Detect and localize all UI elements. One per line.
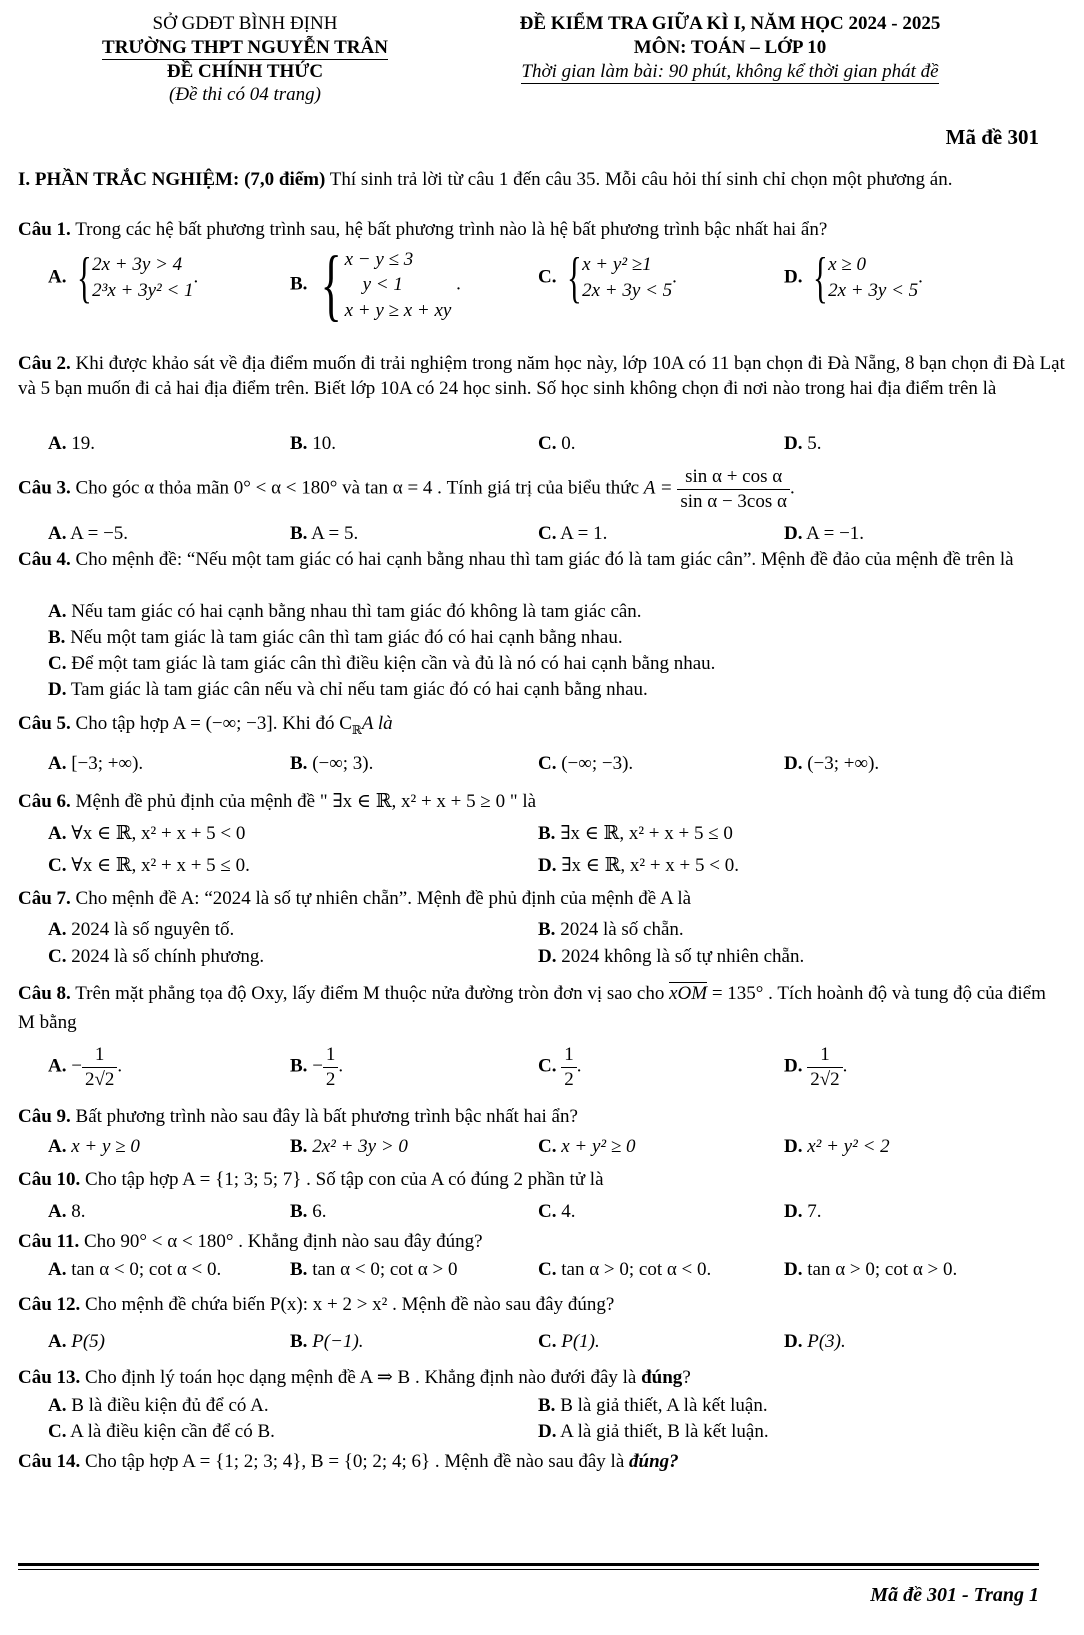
question-7: Câu 7. Cho mệnh đề A: “2024 là số tự nhiên chẵn”. Mệnh đề phủ định của mệnh đề A là — [18, 888, 692, 909]
q4-option-c: C. Để một tam giác là tam giác cân thì điều kiện cần và đủ là nó có hai cạnh bằng nhau. — [48, 653, 716, 674]
q1-option-c: C. { x + y² ≥1 2x + 3y < 5 . — [538, 247, 677, 309]
q7-option-a: A. 2024 là số nguyên tố. — [48, 919, 235, 940]
question-10: Câu 10. Cho tập hợp A = {1; 3; 5; 7} . Số tập con của A có đúng 2 phần tử là — [18, 1169, 604, 1190]
question-3: Câu 3. Cho góc α thỏa mãn 0° < α < 180° và tan α = 4 . Tính giá trị của biểu thức A = $\frac{\text{sin α + cos α}}{\text{sin α − 3cos α}}$ . — [18, 466, 795, 512]
question-12: Câu 12. Cho mệnh đề chứa biến P(x): x + 2 > x² . Mệnh đề nào sau đây đúng? — [18, 1294, 615, 1315]
q5-option-c: C. (−∞; −3). — [538, 753, 634, 774]
q13-option-c: C. A là điều kiện cần để có B. — [48, 1421, 275, 1442]
q8-option-a: A. − $\frac{1}{2√2}$ . — [48, 1044, 123, 1090]
question-9: Câu 9. Bất phương trình nào sau đây là bất phương trình bậc nhất hai ẩn? — [18, 1106, 578, 1127]
header-right — [440, 12, 1020, 83]
q6-option-a: A. ∀x ∈ ℝ, x² + x + 5 < 0 — [48, 823, 246, 844]
official-label: ĐỀ CHÍNH THỨC — [166, 60, 324, 82]
q13-option-b: B. B là giả thiết, A là kết luận. — [538, 1395, 768, 1416]
q3-option-c: C. A = 1. — [538, 523, 608, 544]
header-left — [95, 12, 395, 107]
q12-option-d: D. P(3). — [784, 1331, 846, 1352]
q6-option-c: C. ∀x ∈ ℝ, x² + x + 5 ≤ 0. — [48, 855, 250, 876]
question-11: Câu 11. Cho 90° < α < 180° . Khẳng định nào sau đây đúng? — [18, 1231, 483, 1252]
q10-option-a: A. 8. — [48, 1201, 86, 1222]
question-1: Câu 1. Trong các hệ bất phương trình sau, hệ bất phương trình nào là hệ bất phương trình bậc nhất hai ẩn? — [18, 219, 828, 240]
q11-option-c: C. tan α > 0; cot α < 0. — [538, 1259, 712, 1280]
footer-rule-thick — [18, 1563, 1039, 1566]
q7-option-c: C. 2024 là số chính phương. — [48, 946, 265, 967]
q8-option-c: C. $\frac{1}{2}$ . — [538, 1044, 582, 1090]
q1-option-b: B. { x − y ≤ 3 y < 1 x + y ≥ x + xy . — [290, 241, 461, 329]
q7-option-b: B. 2024 là số chẵn. — [538, 919, 684, 940]
question-2: Câu 2. Khi được khảo sát về địa điểm muốn đi trải nghiệm trong năm học này, lớp 10A có 11 bạn chọn đi Đà Nẵng, 8 bạn chọn đi Đà Lạt và 5 bạn muốn đi cả hai địa điểm trên. Biết lớp 10A có 24 học sinh. Số học sinh không chọn đi nơi nào trong hai địa điểm trên là — [18, 353, 1065, 399]
q9-option-d: D. x² + y² < 2 — [784, 1136, 890, 1157]
q13-option-a: A. B là điều kiện đủ để có A. — [48, 1395, 269, 1416]
q4-option-a: A. Nếu tam giác có hai cạnh bằng nhau thì tam giác đó không là tam giác cân. — [48, 601, 642, 622]
q6-option-d: D. ∃x ∈ ℝ, x² + x + 5 < 0. — [538, 855, 739, 876]
q12-option-a: A. P(5) — [48, 1331, 105, 1352]
q5-option-a: A. [−3; +∞). — [48, 753, 144, 774]
section-intro — [18, 168, 1066, 192]
q2-option-d: D. 5. — [784, 433, 822, 454]
q7-option-d: D. 2024 không là số tự nhiên chẵn. — [538, 946, 805, 967]
question-4: Câu 4. Cho mệnh đề: “Nếu một tam giác có hai cạnh bằng nhau thì tam giác đó là tam giác cân”. Mệnh đề đảo của mệnh đề trên là — [18, 549, 1014, 570]
exam-title: ĐỀ KIỂM TRA GIỮA KÌ I, NĂM HỌC 2024 - 2025 — [519, 13, 941, 34]
school-name: TRƯỜNG THPT NGUYỄN TRÂN — [102, 36, 388, 58]
department-name: SỞ GDĐT BÌNH ĐỊNH — [152, 13, 338, 34]
q12-option-b: B. P(−1). — [290, 1331, 364, 1352]
question-14: Câu 14. Cho tập hợp A = {1; 2; 3; 4}, B = {0; 2; 4; 6} . Mệnh đề nào sau đây là đúng? — [18, 1451, 679, 1472]
section-title: I. PHẦN TRẮC NGHIỆM: (7,0 điểm) — [18, 169, 326, 190]
footer-rule-thin — [18, 1569, 1039, 1570]
q3-option-a: A. A = −5. — [48, 523, 129, 544]
q11-option-b: B. tan α < 0; cot α > 0 — [290, 1259, 458, 1280]
subject: MÔN: TOÁN – LỚP 10 — [633, 36, 827, 58]
q12-option-c: C. P(1). — [538, 1331, 600, 1352]
q11-option-a: A. tan α < 0; cot α < 0. — [48, 1259, 222, 1280]
question-13: Câu 13. Cho định lý toán học dạng mệnh đề A ⇒ B . Khẳng định nào đưới đây là đúng? — [18, 1367, 691, 1388]
question-6: Câu 6. Mệnh đề phủ định của mệnh đề " ∃x ∈ ℝ, x² + x + 5 ≥ 0 " là — [18, 791, 537, 812]
page-count-note: (Đề thi có 04 trang) — [169, 84, 321, 106]
q4-option-b: B. Nếu một tam giác là tam giác cân thì tam giác đó có hai cạnh bằng nhau. — [48, 627, 623, 648]
q3-option-d: D. A = −1. — [784, 523, 865, 544]
q10-option-d: D. 7. — [784, 1201, 822, 1222]
q9-option-a: A. x + y ≥ 0 — [48, 1136, 140, 1157]
footer-page-label: Mã đề 301 - Trang 1 — [870, 1584, 1039, 1606]
q9-option-c: C. x + y² ≥ 0 — [538, 1136, 636, 1157]
q10-option-b: B. 6. — [290, 1201, 327, 1222]
q1-option-d: D. { x ≥ 0 2x + 3y < 5 . — [784, 247, 923, 309]
q6-option-b: B. ∃x ∈ ℝ, x² + x + 5 ≤ 0 — [538, 823, 733, 844]
q9-option-b: B. 2x² + 3y > 0 — [290, 1136, 408, 1157]
q3-option-b: B. A = 5. — [290, 523, 359, 544]
q8-option-d: D. $\frac{1}{2√2}$ . — [784, 1044, 848, 1090]
question-8: Câu 8. Trên mặt phẳng tọa độ Oxy, lấy điểm M thuộc nửa đường tròn đơn vị sao cho xOM = 135° . Tích hoành độ và tung độ của điểm M bằng — [18, 983, 1046, 1033]
q1-option-a: A. { 2x + 3y > 4 2³x + 3y² < 1 . — [48, 247, 199, 309]
q2-option-b: B. 10. — [290, 433, 336, 454]
q13-option-d: D. A là giả thiết, B là kết luận. — [538, 1421, 769, 1442]
q5-option-b: B. (−∞; 3). — [290, 753, 374, 774]
q2-option-c: C. 0. — [538, 433, 576, 454]
q4-option-d: D. Tam giác là tam giác cân nếu và chỉ nếu tam giác đó có hai cạnh bằng nhau. — [48, 679, 648, 700]
exam-code: Mã đề 301 — [945, 125, 1039, 149]
q10-option-c: C. 4. — [538, 1201, 576, 1222]
time-limit: Thời gian làm bài: 90 phút, không kể thời gian phát đề — [521, 60, 939, 82]
q8-option-b: B. − $\frac{1}{2}$ . — [290, 1044, 344, 1090]
question-5: Câu 5. Cho tập hợp A = (−∞; −3]. Khi đó $C_ℝA$ là — [18, 713, 393, 737]
q2-option-a: A. 19. — [48, 433, 95, 454]
section-text: Thí sinh trả lời từ câu 1 đến câu 35. Mỗi câu hỏi thí sinh chỉ chọn một phương án. — [325, 169, 953, 190]
q5-option-d: D. (−3; +∞). — [784, 753, 880, 774]
q11-option-d: D. tan α > 0; cot α > 0. — [784, 1259, 958, 1280]
